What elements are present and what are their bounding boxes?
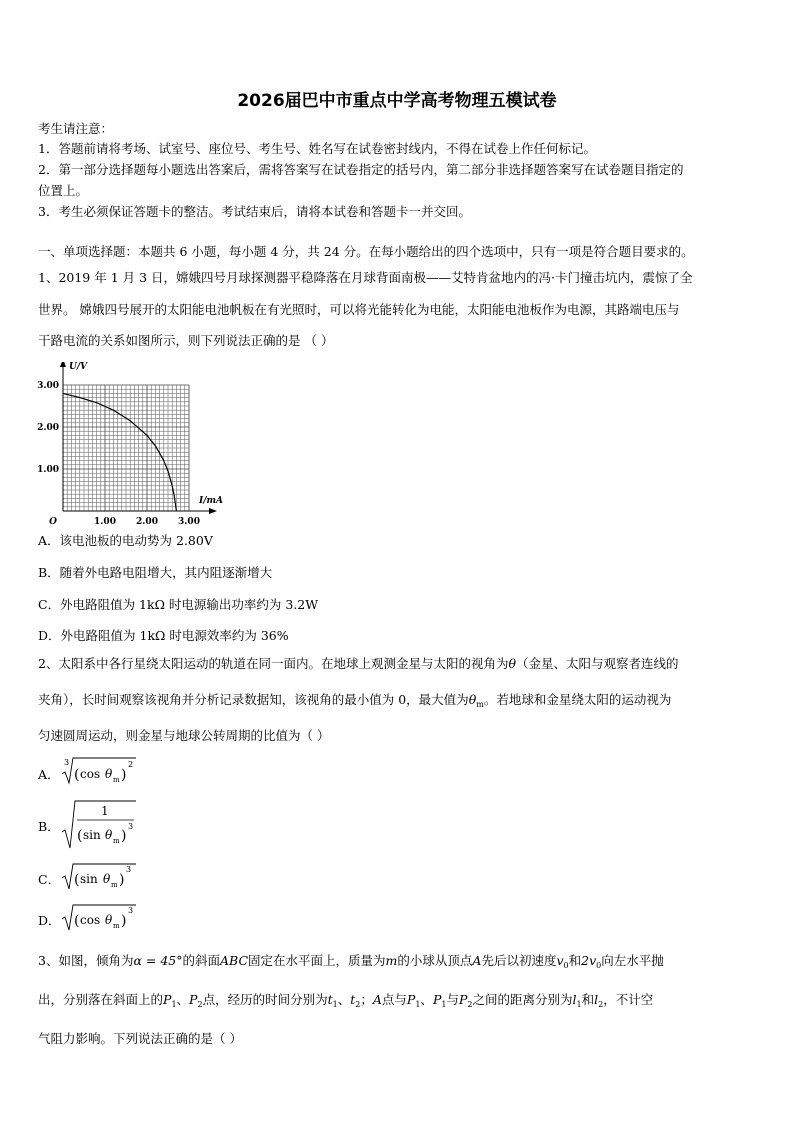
theta-m-subscript: m	[111, 881, 118, 889]
paren-open: (	[74, 872, 80, 888]
x-tick-label: 1.00	[94, 517, 116, 527]
q2-text: 夹角），长时间观察该视角并分析记录数据知，该视角的最小值为 0，最大值为	[38, 692, 469, 707]
x-tick-label: 2.00	[136, 517, 158, 527]
func-name: cos	[80, 913, 101, 927]
p2-symbol: P	[189, 992, 198, 1007]
x-axis-arrow	[209, 508, 217, 514]
origin-label: O	[49, 517, 57, 527]
t2-symbol: t	[350, 992, 356, 1007]
func-name: cos	[80, 767, 101, 781]
y-tick-label: 2.00	[37, 423, 59, 433]
q2-text: 匀速圆周运动，则金星与地球公转周期的比值为（ ）	[38, 728, 330, 743]
triangle-abc: ABC	[220, 953, 249, 968]
q3-text: 点与	[381, 992, 407, 1007]
paren-close: )	[121, 828, 127, 844]
q3-text: 和	[568, 953, 582, 968]
q2-text: （金星、太阳与观察者连线的	[516, 656, 679, 671]
q3-text: 先后以初速度	[481, 953, 557, 968]
x-axis-label: I/mA	[199, 496, 224, 506]
q3-text: 出，分别落在斜面上的	[38, 992, 164, 1007]
y-tick-label: 3.00	[37, 381, 59, 391]
paren-open: (	[74, 913, 80, 929]
q2-text: 。若地球和金星绕太阳的运动视为	[483, 692, 672, 707]
q3-text: 固定在水平面上，质量为	[248, 953, 386, 968]
q2-text: 2、太阳系中各行星绕太阳运动的轨道在同一面内。在地球上观测金星与太阳的视角为	[38, 656, 509, 671]
paren-open: (	[74, 767, 80, 783]
q3-text-line1: 3、如图，倾角为α = 45°的斜面ABC固定在水平面上，质量为m的小球从顶点A先后以初速度$v_0$和$2v_0$向左水平抛	[38, 953, 664, 970]
theta-m-subscript: m	[113, 922, 120, 930]
q3-text-line2: 出，分别落在斜面上的$P_1$、$P_2$点，经历的时间分别为$t_1$、$t_2$；A点与$P_1$、$P_1$与$P_2$之间的距离分别为$l_1$和$l_2$，不计空	[38, 992, 654, 1009]
paren-close: )	[121, 913, 127, 929]
theta-symbol: θ	[103, 872, 111, 886]
notice-item: 3．考生必须保证答题卡的整洁。考试结束后，请将本试卷和答题卡一并交回。	[38, 204, 471, 219]
q2-option-c-label[interactable]: C．	[38, 872, 61, 887]
q3-text: ；	[360, 992, 373, 1007]
theta-m-symbol: θ	[468, 692, 477, 707]
q1-text: 世界。 嫦娥四号展开的太阳能电池帆板在有光照时，可以将光能转化为电能，太阳能电池板作为电源，其路端电压与	[38, 302, 680, 317]
power: 3	[128, 906, 134, 915]
q1-text: 1、2019 年 1 月 3 日，嫦娥四号月球探测器平稳降落在月球背面南极——艾特肯盆地内的冯·卡门撞击坑内，震惊了全	[38, 270, 693, 285]
v0-symbol: v	[556, 953, 564, 968]
q1-text: 干路电流的关系如图所示，则下列说法正确的是 （ ）	[38, 333, 334, 348]
t1-symbol: t	[327, 992, 333, 1007]
notice-item: 位置上。	[38, 183, 89, 198]
l1-symbol: l	[572, 992, 577, 1007]
section-heading: 一、单项选择题：本题共 6 小题，每小题 4 分，共 24 分。在每小题给出的四个选项中，只有一项是符合题目要求的。	[38, 244, 694, 259]
q3-text: 、	[420, 992, 433, 1007]
theta-m-subscript: m	[113, 837, 120, 845]
page-title: 2026届巴中市重点中学高考物理五模试卷	[237, 91, 557, 111]
q1-option-a[interactable]: A．该电池板的电动势为 2.80V	[38, 533, 213, 548]
mass-symbol: m	[385, 953, 398, 968]
u-i-chart	[36, 362, 236, 532]
paren-close: )	[119, 872, 125, 888]
root-index: 3	[64, 758, 70, 767]
q2-option-c-formula	[60, 860, 150, 892]
q2-text-line2	[38, 692, 671, 713]
q1-option-b[interactable]: B．随着外电路电阻增大，其内阻逐渐增大	[38, 565, 273, 580]
x-tick-label: 3.00	[178, 517, 200, 527]
q3-text: 和	[581, 992, 595, 1007]
func-name: sin	[80, 872, 98, 886]
chart-grid	[63, 385, 189, 511]
q1-option-d[interactable]: D．外电路阻值为 1kΩ 时电源效率约为 36%	[38, 628, 289, 643]
q3-text: 气阻力影响。下列说法正确的是（ ）	[38, 1031, 242, 1046]
theta-symbol: θ	[105, 767, 113, 781]
y-axis-arrow	[60, 362, 66, 367]
notice-item: 2．第一部分选择题每小题选出答案后，需将答案写在试卷指定的括号内，第二部分非选择题答案写在试卷题目指定的	[38, 162, 684, 177]
q3-text: 3、如图，倾角为	[38, 953, 134, 968]
l2-symbol: l	[594, 992, 599, 1007]
notice-item: 1．答题前请将考场、试室号、座位号、考生号、姓名写在试卷密封线内，不得在试卷上作任何标记。	[38, 141, 596, 156]
y-axis-label: U/V	[69, 362, 88, 372]
q1-option-c[interactable]: C．外电路阻值为 1kΩ 时电源输出功率约为 3.2W	[38, 597, 319, 612]
q3-text: ，不计空	[603, 992, 654, 1007]
q3-text: 、	[176, 992, 190, 1007]
p2-symbol: P	[458, 992, 468, 1007]
y-tick-label: 1.00	[37, 465, 59, 475]
q2-option-d-label[interactable]: D．	[38, 913, 61, 928]
q3-text: 与	[446, 992, 459, 1007]
paren-close: )	[121, 767, 127, 783]
q2-text-line1	[38, 656, 679, 672]
q3-text: 的小球从顶点	[397, 953, 473, 968]
q3-text: 点，经历的时间分别为	[202, 992, 328, 1007]
q2-option-b-label[interactable]: B．	[38, 819, 60, 834]
theta-m-subscript: m	[476, 700, 484, 709]
q3-text: 、	[337, 992, 351, 1007]
two-v0-symbol: 2v	[581, 953, 597, 968]
p1-symbol: P	[406, 992, 416, 1007]
q2-option-a-formula	[60, 754, 150, 786]
p1-symbol: P	[163, 992, 172, 1007]
numerator: 1	[101, 804, 109, 818]
power: 3	[126, 865, 132, 874]
q3-text: 的斜面	[182, 953, 221, 968]
q2-option-d-formula	[60, 901, 150, 933]
q3-text: 之间的距离分别为	[472, 992, 573, 1007]
theta-symbol: θ	[105, 913, 113, 927]
power: 3	[128, 822, 134, 831]
func-name: sin	[83, 828, 101, 842]
theta-symbol: θ	[508, 656, 516, 671]
theta-symbol: θ	[105, 828, 113, 842]
paren-open: (	[77, 828, 83, 844]
power: 2	[128, 760, 134, 769]
alpha-equation: α = 45°	[133, 953, 183, 968]
q3-text: 向左水平抛	[601, 953, 664, 968]
q2-option-a-label[interactable]: A．	[38, 767, 60, 782]
notice-heading: 考生请注意：	[38, 121, 114, 136]
point-a: A	[372, 992, 382, 1007]
p1-symbol: P	[432, 992, 442, 1007]
theta-m-subscript: m	[113, 776, 120, 784]
point-a: A	[472, 953, 482, 968]
q2-option-b-formula	[60, 798, 150, 850]
